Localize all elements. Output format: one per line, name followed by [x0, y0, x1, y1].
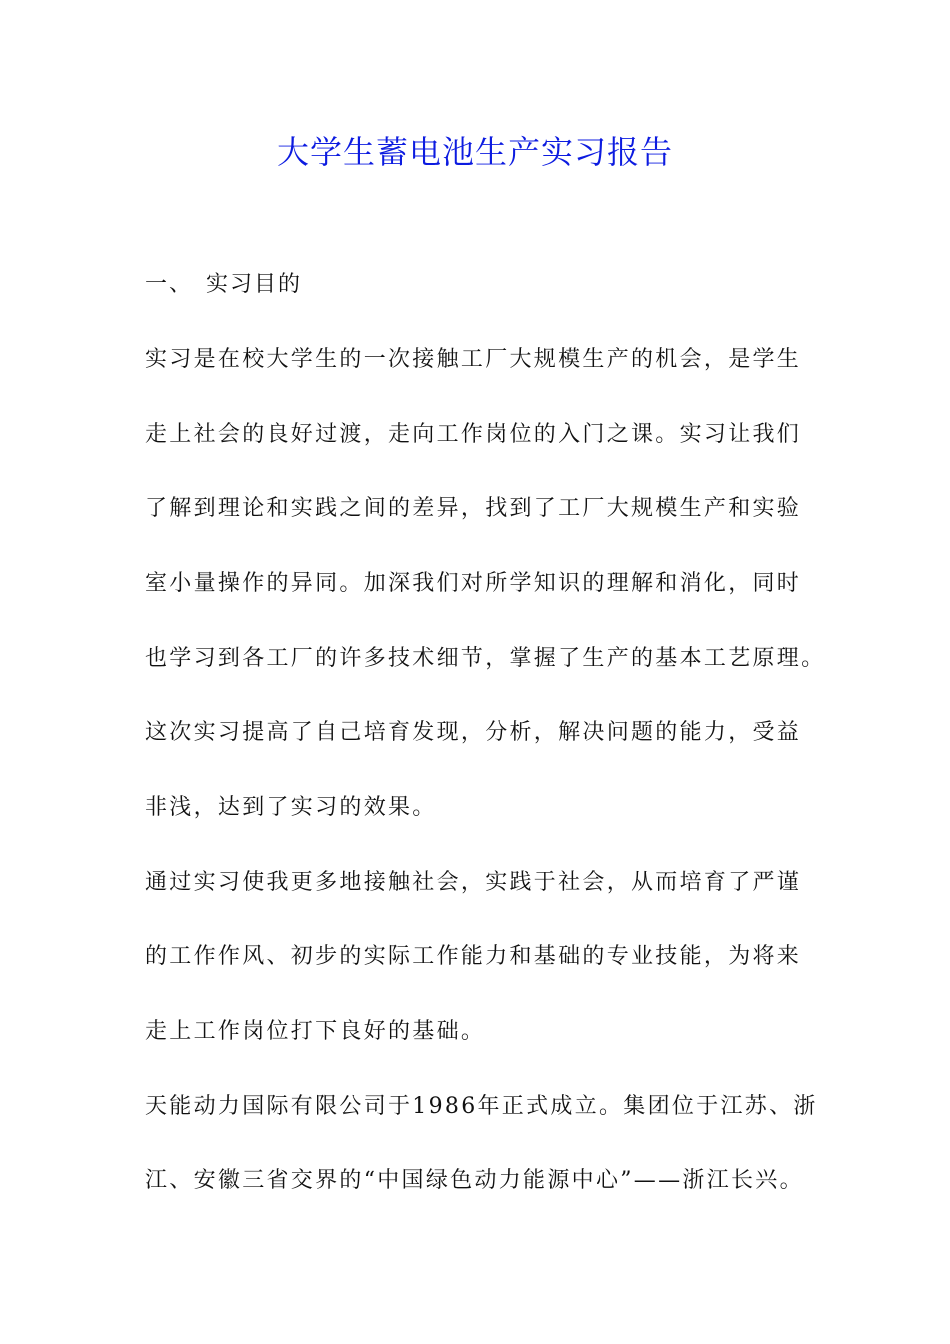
paragraph-line: 室小量操作的异同。加深我们对所学知识的理解和消化，同时: [145, 571, 802, 596]
paragraph-line: 的工作作风、初步的实际工作能力和基础的专业技能，为将来: [145, 944, 802, 969]
section-heading: 一、 实习目的: [145, 272, 303, 297]
paragraph-line: 走上社会的良好过渡，走向工作岗位的入门之课。实习让我们: [145, 422, 802, 447]
paragraph-line: 也学习到各工厂的许多技术细节，掌握了生产的基本工艺原理。: [145, 646, 826, 671]
paragraph-line: 实习是在校大学生的一次接触工厂大规模生产的机会，是学生: [145, 347, 802, 372]
paragraph-line: 非浅，达到了实习的效果。: [145, 795, 437, 820]
paragraph-line: 走上工作岗位打下良好的基础。: [145, 1019, 486, 1044]
paragraph-line: 这次实习提高了自己培育发现，分析，解决问题的能力，受益: [145, 720, 802, 745]
paragraph-line: 天能动力国际有限公司于1986年正式成立。集团位于江苏、浙: [145, 1094, 818, 1119]
paragraph-line: 通过实习使我更多地接触社会，实践于社会，从而培育了严谨: [145, 870, 802, 895]
paragraph-line: 江、安徽三省交界的“中国绿色动力能源中心”——浙江长兴。: [145, 1168, 804, 1193]
document-title: 大学生蓄电池生产实习报告: [276, 133, 673, 171]
paragraph-line: 了解到理论和实践之间的差异，找到了工厂大规模生产和实验: [145, 496, 802, 521]
